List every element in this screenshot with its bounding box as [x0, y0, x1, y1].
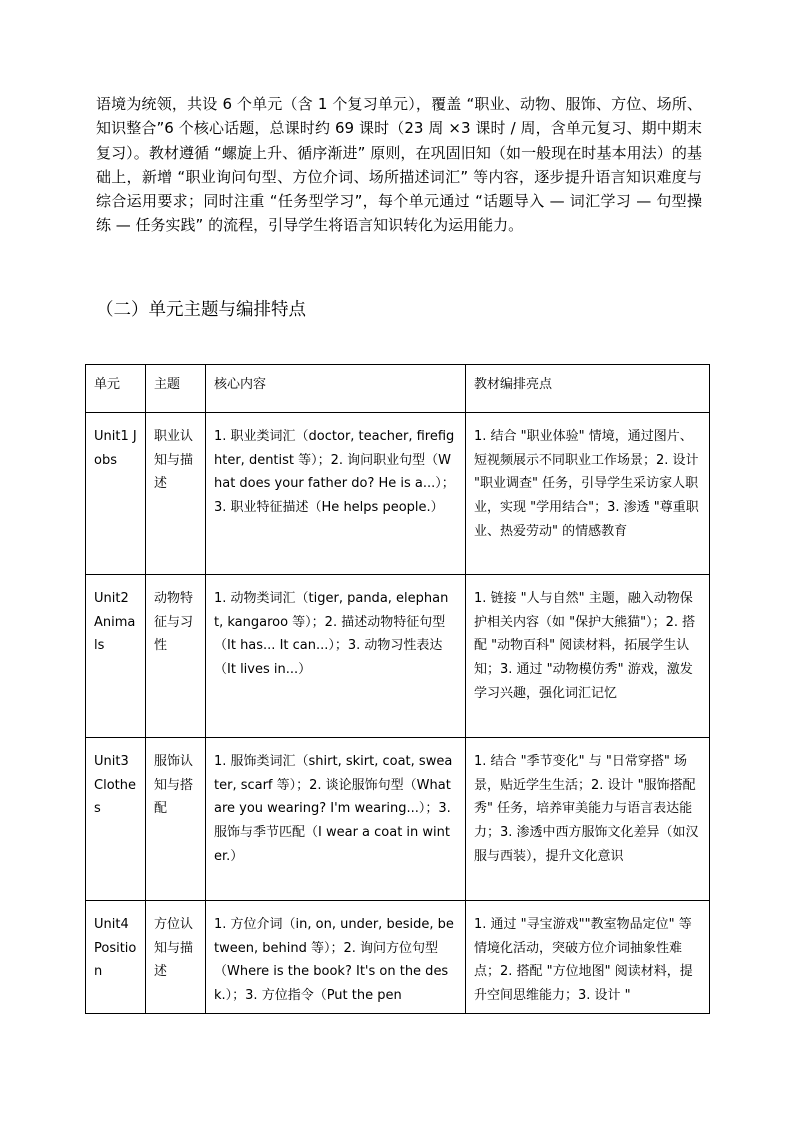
cell-content: 1. 动物类词汇（tiger, panda, elephant, kangaroo 等）；2. 描述动物特征句型（It has... It can...）；3. 动物习性表达（It lives in...） — [206, 575, 466, 738]
section-heading: （二）单元主题与编排特点 — [96, 300, 306, 320]
cell-unit-text: Unit4 Position — [94, 917, 137, 980]
cell-content — [206, 901, 466, 1014]
cell-theme: 服饰认知与搭配 — [146, 738, 206, 901]
cell-theme: 职业认知与描述 — [146, 413, 206, 575]
unit-table — [85, 364, 710, 1014]
cell-highlights-text: 1. 通过 "寻宝游戏""教室物品定位" 等情境化活动，突破方位介词抽象性难点；2. 搭配 "方位地图" 阅读材料，提升空间思维能力；3. 设计 " — [474, 917, 693, 1004]
cell-unit — [86, 901, 146, 1014]
cell-content-text: 1. 方位介词（in, on, under, beside, between, behind 等）；2. 询问方位句型（Where is the book? It's on the desk.）；3. 方位指令（Put the pen — [214, 917, 454, 1004]
cell-highlights: 1. 链接 "人与自然" 主题，融入动物保护相关内容（如 "保护大熊猫"）；2. 搭配 "动物百科" 阅读材料，拓展学生认知；3. 通过 "动物模仿秀" 游戏，激发学习兴趣，强化词汇记忆 — [466, 575, 710, 738]
cell-theme — [146, 901, 206, 1014]
cell-content: 1. 职业类词汇（doctor, teacher, firefighter, dentist 等）；2. 询问职业句型（What does your father do? He is a...）；3. 职业特征描述（He helps people.） — [206, 413, 466, 575]
table-row — [86, 575, 710, 738]
table-row — [86, 413, 710, 575]
header-theme: 主题 — [146, 365, 206, 413]
cell-content: 1. 服饰类词汇（shirt, skirt, coat, sweater, scarf 等）；2. 谈论服饰句型（What are you wearing? I'm wearing...）；3. 服饰与季节匹配（I wear a coat in winter.） — [206, 738, 466, 901]
cell-highlights — [466, 901, 710, 1014]
cell-highlights: 1. 结合 "季节变化" 与 "日常穿搭" 场景，贴近学生生活；2. 设计 "服饰搭配秀" 任务，培养审美能力与语言表达能力；3. 渗透中西方服饰文化差异（如汉服与西装），提升文化意识 — [466, 738, 710, 901]
cell-highlights: 1. 结合 "职业体验" 情境，通过图片、短视频展示不同职业工作场景；2. 设计 "职业调查" 任务，引导学生采访家人职业，实现 "学用结合"；3. 渗透 "尊重职业、热爱劳动" 的情感教育 — [466, 413, 710, 575]
cell-unit: Unit1 Jobs — [86, 413, 146, 575]
header-highlights: 教材编排亮点 — [466, 365, 710, 413]
table-row — [86, 738, 710, 901]
header-unit: 单元 — [86, 365, 146, 413]
cell-unit: Unit2 Animals — [86, 575, 146, 738]
table-header-row — [86, 365, 710, 413]
header-content: 核心内容 — [206, 365, 466, 413]
cell-theme-text: 方位认知与描述 — [154, 917, 194, 980]
intro-paragraph: 语境为统领，共设 6 个单元（含 1 个复习单元），覆盖 “职业、动物、服饰、方位、场所、知识整合”6 个核心话题，总课时约 69 课时（23 周 ×3 课时 / 周，含单元复习、期中期末复习）。教材遵循 “螺旋上升、循序渐进” 原则，在巩固旧知（如一般现在时基本用法）的基础上，新增 “职业询问句型、方位介词、场所描述词汇” 等内容，逐步提升语言知识难度与综合运用要求；同时注重 “任务型学习”，每个单元通过 “话题导入 — 词汇学习 — 句型操练 — 任务实践” 的流程，引导学生将语言知识转化为运用能力。 — [96, 95, 702, 235]
cell-theme: 动物特征与习性 — [146, 575, 206, 738]
table-row — [86, 901, 710, 1014]
cell-unit: Unit3 Clothes — [86, 738, 146, 901]
